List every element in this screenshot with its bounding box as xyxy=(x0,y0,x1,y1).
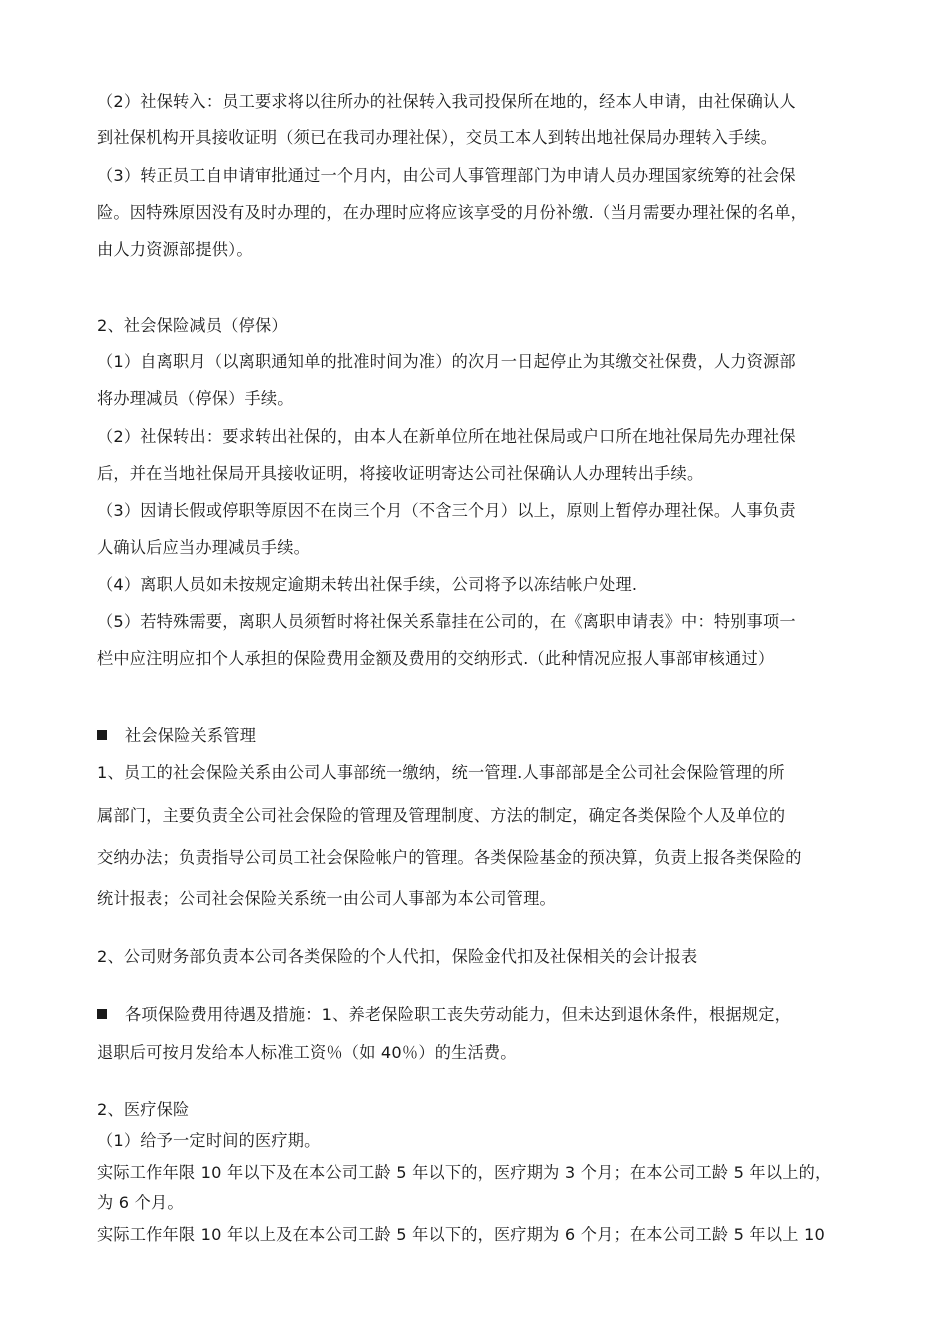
paragraph-text: 各项保险费用待遇及措施：1、养老保险职工丧失劳动能力，但未达到退休条件，根据规定， xyxy=(125,1005,791,1024)
paragraph-line: 2、公司财务部负责本公司各类保险的个人代扣，保险金代扣及社保相关的会计报表 xyxy=(97,947,698,966)
paragraph-line: （2）社保转入：员工要求将以往所办的社保转入我司投保所在地的，经本人申请，由社保确认人 xyxy=(97,92,796,111)
section-heading: 2、社会保险减员（停保） xyxy=(97,316,288,335)
paragraph-line: 实际工作年限 10 年以下及在本公司工龄 5 年以下的，医疗期为 3 个月；在本公司工龄 5 年以上的， xyxy=(97,1163,832,1182)
paragraph-line: 属部门，主要负责全公司社会保险的管理及管理制度、方法的制定，确定各类保险个人及单位的 xyxy=(97,806,786,825)
section-heading: 2、医疗保险 xyxy=(97,1100,190,1119)
paragraph-line: 将办理减员（停保）手续。 xyxy=(97,389,294,408)
paragraph-line: （2）社保转出：要求转出社保的，由本人在新单位所在地社保局或户口所在地社保局先办理社保 xyxy=(97,427,796,446)
section-heading-text: 社会保险关系管理 xyxy=(125,726,257,745)
paragraph-line: 退职后可按月发给本人标准工资％（如 40％）的生活费。 xyxy=(97,1043,517,1062)
section-heading xyxy=(97,726,256,746)
paragraph-line: 由人力资源部提供）。 xyxy=(97,240,253,259)
bullet-square-icon xyxy=(97,1009,107,1019)
paragraph-line: 1、员工的社会保险关系由公司人事部统一缴纳，统一管理.人事部部是全公司社会保险管理的所 xyxy=(97,763,785,782)
paragraph-line: 险。因特殊原因没有及时办理的，在办理时应将应该享受的月份补缴.（当月需要办理社保的名单， xyxy=(97,203,808,222)
bullet-square-icon xyxy=(97,730,107,740)
paragraph-line: 实际工作年限 10 年以上及在本公司工龄 5 年以下的，医疗期为 6 个月；在本公司工龄 5 年以上 10 xyxy=(97,1225,825,1244)
paragraph-line: （1）自离职月（以离职通知单的批准时间为准）的次月一日起停止为其缴交社保费，人力资源部 xyxy=(97,352,796,371)
paragraph-line: 人确认后应当办理减员手续。 xyxy=(97,538,311,557)
paragraph-line: 统计报表；公司社会保险关系统一由公司人事部为本公司管理。 xyxy=(97,889,556,908)
paragraph-line: （5）若特殊需要，离职人员须暂时将社保关系靠挂在公司的，在《离职申请表》中：特别事项一 xyxy=(97,612,796,631)
paragraph-line: （1）给予一定时间的医疗期。 xyxy=(97,1131,321,1150)
paragraph-line: （3）转正员工自申请审批通过一个月内，由公司人事管理部门为申请人员办理国家统筹的社会保 xyxy=(97,166,796,185)
paragraph-line xyxy=(97,1005,791,1025)
paragraph-line: 栏中应注明应扣个人承担的保险费用金额及费用的交纳形式.（此种情况应报人事部审核通过） xyxy=(97,649,775,668)
paragraph-line: （3）因请长假或停职等原因不在岗三个月（不含三个月）以上，原则上暂停办理社保。人事负责 xyxy=(97,501,796,520)
paragraph-line: 后，并在当地社保局开具接收证明，将接收证明寄达公司社保确认人办理转出手续。 xyxy=(97,464,704,483)
paragraph-line: 为 6 个月。 xyxy=(97,1193,184,1212)
paragraph-line: 到社保机构开具接收证明（须已在我司办理社保），交员工本人到转出地社保局办理转入手续。 xyxy=(97,128,778,147)
paragraph-line: 交纳办法；负责指导公司员工社会保险帐户的管理。各类保险基金的预决算，负责上报各类保险的 xyxy=(97,848,802,867)
paragraph-line: （4）离职人员如未按规定逾期未转出社保手续，公司将予以冻结帐户处理. xyxy=(97,575,638,594)
